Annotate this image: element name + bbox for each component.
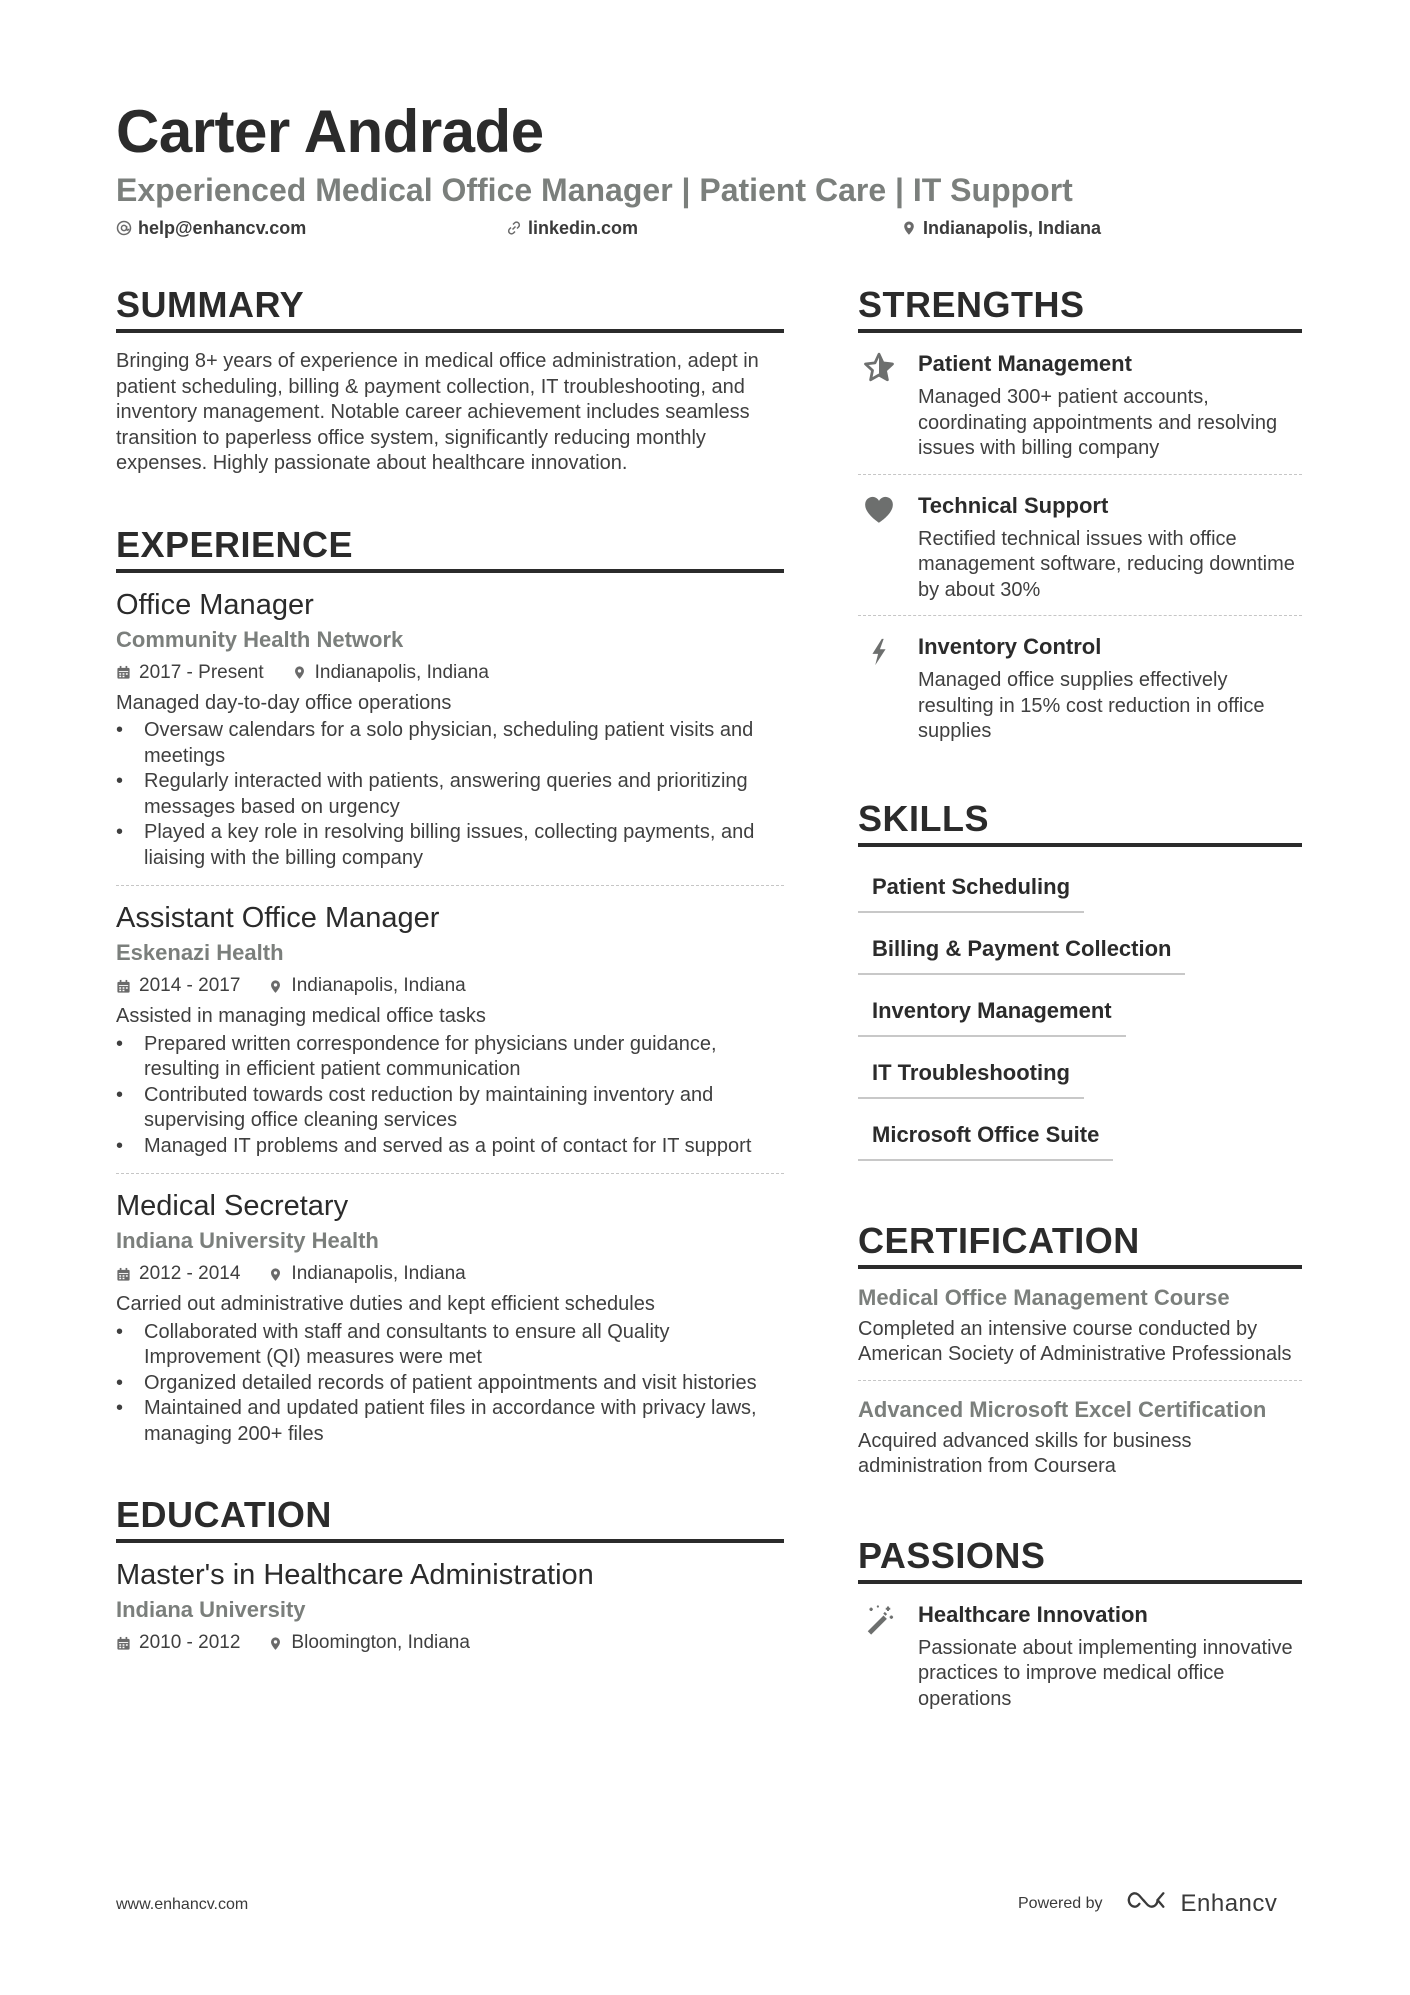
location-text: Indianapolis, Indiana [923, 218, 1102, 238]
contact-bar [116, 216, 1306, 242]
job-meta [116, 659, 784, 687]
certification-desc: Acquired advanced skills for business administration from Coursera [858, 1429, 1192, 1477]
passions-section [858, 1534, 1302, 1725]
skills-list [858, 865, 1302, 1161]
company-name: Community Health Network [116, 626, 404, 652]
skill-tag: Patient Scheduling [858, 865, 1084, 913]
skills-section [858, 797, 1302, 1161]
skill-tag: IT Troubleshooting [858, 1051, 1084, 1099]
section-title-skills: SKILLS [858, 797, 1302, 847]
experience-section [116, 523, 784, 1462]
company-name: Indiana University Health [116, 1228, 379, 1253]
job-description: Managed day-to-day office operations [116, 691, 452, 714]
skill-tag: Billing & Payment Collection [858, 927, 1185, 975]
bullet-item: • Maintained and updated patient files in accordance with privacy laws, managing 200+ files [116, 1396, 784, 1447]
passion-desc: Passionate about implementing innovative practices to improve medical office operations [918, 1636, 1293, 1710]
job-location: Indianapolis, Indiana [268, 1260, 465, 1288]
calendar-icon [116, 1636, 131, 1651]
contact-location [901, 216, 1101, 240]
skill-tag: Microsoft Office Suite [858, 1113, 1113, 1161]
passion-title: Healthcare Innovation [918, 1601, 1148, 1627]
section-title-summary: SUMMARY [116, 283, 784, 333]
certification-desc: Completed an intensive course conducted by American Society of Administrative Professionals [858, 1317, 1292, 1365]
email-text: help@enhancv.com [138, 218, 307, 238]
strength-title: Technical Support [918, 492, 1109, 518]
job-bullets [116, 718, 784, 871]
job-title: Assistant Office Manager [116, 902, 440, 934]
powered-by-text: Powered by [1018, 1894, 1103, 1912]
section-title-passions: PASSIONS [858, 1534, 1302, 1584]
job-title: Office Manager [116, 588, 314, 621]
section-title-experience: EXPERIENCE [116, 523, 784, 573]
calendar-icon [116, 979, 131, 994]
at-icon [116, 220, 132, 236]
experience-item [116, 1174, 784, 1461]
candidate-headline: Experienced Medical Office Manager | Patient Care | IT Support [116, 172, 1073, 208]
footer-website[interactable]: www.enhancv.com [116, 1896, 249, 1913]
map-pin-icon [268, 979, 283, 994]
section-title-strengths: STRENGTHS [858, 283, 1302, 333]
resume-header [116, 96, 1306, 242]
candidate-name: Carter Andrade [116, 98, 544, 165]
footer-branding [1018, 1888, 1277, 1919]
certification-item [858, 1269, 1302, 1381]
company-name: Eskenazi Health [116, 940, 284, 965]
degree-title: Master's in Healthcare Administration [116, 1559, 594, 1591]
contact-website[interactable] [506, 216, 638, 240]
certification-title: Medical Office Management Course [858, 1284, 1230, 1310]
bullet-item: • Collaborated with staff and consultants to ensure all Quality Improvement (QI) measures were met [116, 1320, 784, 1371]
strength-desc: Rectified technical issues with office management software, reducing downtime by about 30% [918, 527, 1295, 601]
strength-title: Inventory Control [918, 634, 1102, 659]
section-title-education: EDUCATION [116, 1493, 784, 1543]
right-column [858, 283, 1302, 1724]
passion-item [858, 1584, 1302, 1725]
job-dates: 2012 - 2014 [116, 1260, 240, 1288]
job-dates: 2014 - 2017 [116, 972, 240, 1000]
enhancv-logo-icon [1125, 1888, 1171, 1919]
education-section [116, 1493, 784, 1671]
experience-item [116, 573, 784, 887]
experience-item [116, 886, 784, 1174]
left-column [116, 283, 784, 1671]
bullet-item: • Played a key role in resolving billing issues, collecting payments, and liaising with the billing company [116, 820, 784, 871]
education-meta [116, 1629, 784, 1657]
certification-item [858, 1381, 1302, 1492]
bullet-item: • Organized detailed records of patient appointments and visit histories [116, 1371, 784, 1397]
strength-desc: Managed 300+ patient accounts, coordinating appointments and resolving issues with billing company [918, 386, 1278, 459]
heart-icon [858, 491, 900, 604]
skill-tag: Inventory Management [858, 989, 1126, 1037]
brand-logo[interactable] [1125, 1888, 1278, 1919]
calendar-icon [116, 665, 131, 680]
section-title-certification: CERTIFICATION [858, 1219, 1302, 1269]
education-location: Bloomington, Indiana [268, 1629, 470, 1657]
strength-item [858, 616, 1302, 757]
job-meta [116, 1260, 784, 1288]
magic-wand-icon [858, 1600, 900, 1713]
link-icon [506, 220, 522, 236]
education-item [116, 1543, 784, 1671]
bullet-item: • Oversaw calendars for a solo physician, scheduling patient visits and meetings [116, 718, 784, 769]
bullet-item: • Regularly interacted with patients, answering queries and prioritizing messages based on urgency [116, 769, 784, 820]
job-meta [116, 972, 784, 1000]
summary-text: Bringing 8+ years of experience in medical office administration, adept in patient scheduling, billing & payment collection, IT troubleshooting, and inventory management. Notable career achievement includes seamless transition to paperless office system, significantly reducing monthly expenses. Highly passionate about healthcare innovation. [116, 350, 759, 474]
certification-section [858, 1219, 1302, 1492]
bullet-item: • Managed IT problems and served as a point of contact for IT support [116, 1134, 784, 1160]
contact-email[interactable] [116, 216, 306, 240]
job-location: Indianapolis, Indiana [292, 659, 489, 687]
website-text: linkedin.com [528, 218, 639, 238]
strength-desc: Managed office supplies effectively resulting in 15% cost reduction in office supplies [918, 669, 1265, 742]
star-icon [858, 349, 900, 462]
summary-section [116, 283, 784, 477]
bullet-item: • Prepared written correspondence for physicians under guidance, resulting in efficient patient communication [116, 1032, 784, 1083]
job-dates: 2017 - Present [116, 659, 264, 687]
job-description: Assisted in managing medical office tasks [116, 1005, 486, 1027]
bullet-item: • Contributed towards cost reduction by maintaining inventory and supervising office cleaning services [116, 1083, 784, 1134]
strength-title: Patient Management [918, 351, 1132, 376]
map-pin-icon [901, 220, 917, 236]
strength-item [858, 475, 1302, 617]
job-bullets [116, 1032, 784, 1160]
calendar-icon [116, 1267, 131, 1282]
job-title: Medical Secretary [116, 1190, 349, 1222]
job-description: Carried out administrative duties and kept efficient schedules [116, 1293, 655, 1315]
map-pin-icon [268, 1636, 283, 1651]
school-name: Indiana University [116, 1597, 306, 1622]
map-pin-icon [292, 665, 307, 680]
strength-item [858, 333, 1302, 475]
education-dates: 2010 - 2012 [116, 1629, 240, 1657]
lightning-icon [858, 632, 900, 745]
certification-title: Advanced Microsoft Excel Certification [858, 1396, 1267, 1422]
brand-name: Enhancv [1180, 1889, 1278, 1917]
job-location: Indianapolis, Indiana [268, 972, 465, 1000]
strengths-section [858, 283, 1302, 757]
job-bullets [116, 1320, 784, 1448]
map-pin-icon [268, 1267, 283, 1282]
